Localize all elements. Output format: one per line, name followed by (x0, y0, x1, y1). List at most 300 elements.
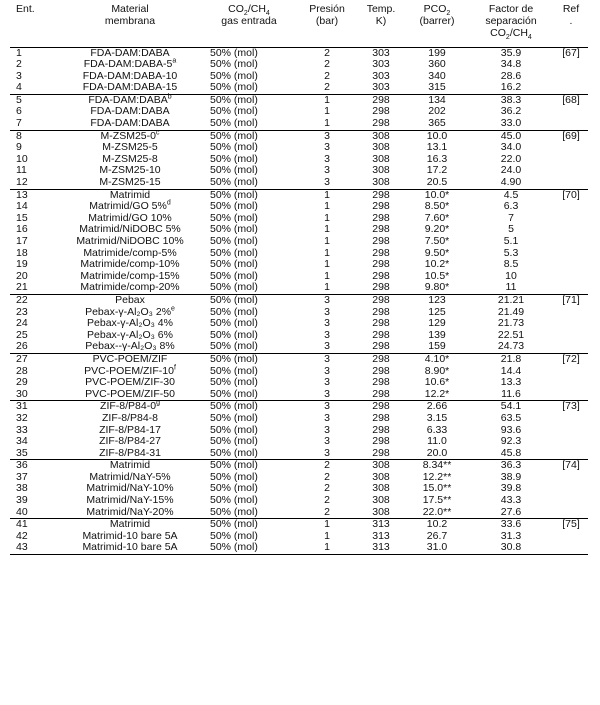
cell-temp-text: 298 (372, 435, 390, 448)
header-factor-line2: separación (485, 15, 537, 27)
cell-temp-text: 298 (372, 246, 390, 259)
cell-factor-text: 54.1 (500, 400, 522, 413)
cell-temp-text: 303 (372, 46, 390, 59)
cell-material-text: FDA-DAM:DABA (88, 93, 168, 106)
header-pco2-sub: 2 (446, 10, 451, 18)
header-factor-sub2: 4 (527, 34, 532, 42)
cell-presion-text: 3 (324, 352, 330, 365)
cell-factor-text: 33.6 (500, 518, 522, 531)
cell-factor-text: 4.5 (503, 188, 519, 201)
cell-ent-text: 14 (16, 200, 28, 213)
header-factor-co: CO (490, 27, 506, 39)
cell-ent-text: 43 (16, 541, 28, 554)
cell-material-text: ZIF-8/P84-8 (101, 411, 159, 424)
cell-ent-text: 30 (16, 387, 28, 400)
table-body (10, 47, 588, 555)
cell-material-text: Matrimid-10 bare 5A (82, 529, 178, 542)
cell-gas (200, 82, 298, 94)
cell-ent-text: 34 (16, 435, 28, 448)
cell-ref (554, 154, 588, 166)
cell-ref-text: [71] (562, 293, 580, 306)
cell-material-text: FDA-DAM:DABA (90, 46, 170, 59)
cell-material (60, 389, 200, 401)
header-temp (356, 3, 406, 47)
cell-pco2-text: 315 (428, 81, 446, 94)
cell-ent (10, 118, 60, 130)
cell-ent (10, 507, 60, 519)
cell-temp (356, 282, 406, 294)
cell-material-text: Matrimid/NiDOBC 10% (76, 235, 184, 247)
cell-presion-text: 3 (324, 129, 330, 142)
cell-temp-text: 298 (372, 340, 390, 353)
cell-presion-text: 1 (324, 246, 330, 259)
cell-gas-text: 50% (mol) (210, 340, 258, 353)
cell-material-text: PVC-POEM/ZIF-10 (84, 364, 174, 377)
cell-material-text: PVC-POEM/ZIF-30 (85, 376, 175, 389)
cell-presion-text: 2 (324, 470, 330, 483)
cell-material-text: M-ZSM25-5 (102, 141, 158, 154)
cell-factor-text: 38.3 (500, 93, 522, 106)
header-material-line2: membrana (104, 15, 156, 27)
cell-ent (10, 542, 60, 554)
cell-material-text: Pebax-γ-Al₂O₃ 2% (85, 305, 172, 318)
cell-pco2-text: 10.2 (426, 518, 448, 531)
cell-material-text: FDA-DAM:DABA-5 (83, 58, 173, 71)
cell-ref (554, 271, 588, 283)
cell-factor-text: 34.0 (500, 141, 522, 154)
cell-material-text: Matrimid (109, 188, 151, 201)
cell-ent-text: 6 (16, 105, 22, 118)
cell-ref (554, 82, 588, 94)
cell-pco2-text: 365 (428, 117, 446, 130)
cell-gas-text: 50% (mol) (210, 505, 258, 518)
cell-gas (200, 448, 298, 460)
cell-factor-text: 35.9 (500, 46, 522, 59)
cell-gas (200, 341, 298, 353)
table-row (10, 341, 588, 353)
cell-temp-text: 298 (372, 93, 390, 106)
cell-ref (554, 507, 588, 519)
cell-ent-text: 8 (16, 129, 22, 142)
cell-gas-text: 50% (mol) (210, 200, 258, 213)
cell-pco2-text: 340 (428, 69, 446, 82)
cell-factor (468, 118, 554, 130)
cell-presion (298, 507, 356, 519)
header-material (60, 3, 200, 47)
cell-factor-text: 45.0 (500, 129, 522, 142)
cell-ref (554, 377, 588, 389)
cell-pco2-text: 17.5** (422, 494, 452, 507)
cell-material-text: M-ZSM25-15 (99, 176, 161, 189)
cell-ent (10, 389, 60, 401)
cell-ref (554, 483, 588, 495)
cell-presion-text: 3 (324, 293, 330, 306)
cell-ref (554, 318, 588, 330)
cell-ent (10, 282, 60, 294)
cell-temp (356, 82, 406, 94)
cell-presion-text: 3 (324, 340, 330, 353)
cell-temp-text: 308 (372, 494, 390, 507)
cell-ent-text: 22 (16, 293, 28, 306)
cell-presion-text: 3 (324, 164, 330, 177)
cell-gas-text: 50% (mol) (210, 246, 258, 259)
cell-ent-text: 41 (16, 518, 28, 531)
cell-material (60, 118, 200, 130)
cell-factor-text: 5 (508, 223, 514, 236)
cell-gas-text: 50% (mol) (210, 364, 258, 377)
cell-temp-text: 298 (372, 376, 390, 389)
cell-material-text: ZIF-8/P84-27 (99, 435, 161, 448)
cell-temp-text: 308 (372, 505, 390, 518)
cell-factor (468, 507, 554, 519)
cell-presion-text: 1 (324, 188, 330, 201)
cell-pco2-text: 202 (428, 105, 446, 118)
cell-presion-text: 3 (324, 376, 330, 389)
cell-factor-text: 33.0 (500, 117, 522, 130)
cell-factor-text: 14.4 (500, 364, 522, 377)
cell-ref (554, 448, 588, 460)
cell-ref (554, 282, 588, 294)
cell-factor-text: 6.3 (503, 200, 519, 213)
cell-material (60, 448, 200, 460)
cell-factor-text: 16.2 (500, 81, 522, 94)
cell-presion-text: 2 (324, 505, 330, 518)
cell-temp-text: 298 (372, 281, 390, 294)
cell-material-text: Matrimid/NaY-5% (89, 470, 171, 483)
cell-ref-text: [72] (562, 352, 580, 365)
cell-ref (554, 236, 588, 248)
table-row (10, 118, 588, 130)
cell-gas-text: 50% (mol) (210, 376, 258, 389)
cell-ref (554, 425, 588, 437)
cell-ent-text: 26 (16, 340, 28, 353)
cell-gas-text: 50% (mol) (210, 176, 258, 189)
cell-temp-text: 308 (372, 152, 390, 165)
cell-material-text: Matrimid-10 bare 5A (82, 541, 178, 554)
cell-ent-text: 15 (16, 211, 28, 224)
cell-ent-text: 29 (16, 376, 28, 389)
cell-ref (554, 294, 588, 306)
cell-pco2-text: 26.7 (426, 529, 448, 542)
footnote-marker: f (173, 364, 176, 372)
cell-factor-text: 21.49 (497, 305, 525, 318)
cell-ent-text: 27 (16, 352, 28, 365)
cell-material-text: Matrimid/NaY-10% (86, 482, 174, 495)
header-material-line1: Material (111, 3, 149, 15)
cell-pco2 (406, 177, 468, 189)
cell-presion-text: 1 (324, 93, 330, 106)
cell-temp (356, 542, 406, 554)
cell-ref (554, 142, 588, 154)
header-temp-line2: K) (375, 15, 387, 27)
cell-gas-text: 50% (mol) (210, 188, 258, 201)
cell-temp-text: 298 (372, 317, 390, 330)
header-ref-line1: Ref (562, 3, 580, 15)
cell-material-text: M-ZSM25-10 (99, 164, 161, 177)
cell-pco2 (406, 389, 468, 401)
cell-ref-text: [73] (562, 400, 580, 413)
cell-factor-text: 31.3 (500, 529, 522, 542)
cell-ent-text: 37 (16, 470, 28, 483)
cell-presion-text: 2 (324, 459, 330, 472)
cell-factor-text: 21.8 (500, 352, 522, 365)
cell-temp-text: 298 (372, 188, 390, 201)
cell-ent-text: 39 (16, 494, 28, 507)
cell-temp (356, 389, 406, 401)
cell-ent-text: 3 (16, 69, 22, 82)
cell-pco2-text: 13.1 (426, 141, 448, 154)
cell-factor-text: 11 (505, 281, 517, 294)
footnote-marker: c (155, 129, 160, 137)
cell-ref (554, 259, 588, 271)
cell-gas-text: 50% (mol) (210, 482, 258, 495)
cell-gas-text: 50% (mol) (210, 423, 258, 436)
cell-factor-text: 13.3 (500, 376, 522, 389)
cell-ref-text: [69] (562, 129, 580, 142)
cell-pco2-text: 199 (428, 46, 446, 59)
cell-factor-text: 39.8 (500, 482, 522, 495)
cell-material-text: FDA-DAM:DABA-10 (82, 69, 178, 82)
footnote-marker: g (156, 399, 160, 407)
cell-pco2-text: 20.5 (426, 176, 448, 189)
header-gas-ch: /CH (247, 3, 266, 15)
header-pco2 (406, 3, 468, 47)
cell-presion-text: 3 (324, 364, 330, 377)
cell-temp-text: 303 (372, 69, 390, 82)
cell-ref (554, 353, 588, 365)
cell-pco2-text: 3.15 (426, 411, 448, 424)
cell-pco2-text: 159 (428, 340, 446, 353)
cell-pco2-text: 15.0** (422, 482, 452, 495)
cell-gas-text: 50% (mol) (210, 305, 258, 318)
cell-pco2-text: 10.6* (424, 376, 450, 389)
cell-presion-text: 2 (324, 482, 330, 495)
cell-gas (200, 389, 298, 401)
cell-gas-text: 50% (mol) (210, 541, 258, 554)
cell-pco2 (406, 282, 468, 294)
cell-ent-text: 7 (16, 117, 22, 130)
header-gas-line2: gas entrada (221, 15, 277, 27)
cell-ref (554, 413, 588, 425)
cell-presion-text: 2 (324, 81, 330, 94)
cell-ent-text: 13 (16, 188, 28, 201)
cell-temp-text: 308 (372, 141, 390, 154)
cell-material-text: PVC-POEM/ZIF-50 (85, 387, 175, 400)
cell-material-text: Matrimide/comp-5% (83, 246, 177, 259)
cell-pco2-text: 8.50* (424, 200, 450, 213)
cell-pco2 (406, 448, 468, 460)
cell-presion-text: 1 (324, 223, 330, 236)
cell-ent-text: 20 (16, 269, 28, 282)
cell-gas-text: 50% (mol) (210, 269, 258, 282)
cell-factor-text: 43.3 (500, 494, 522, 507)
cell-material-text: M-ZSM25-8 (102, 152, 158, 165)
header-gas-sub2: 4 (265, 10, 270, 18)
cell-presion-text: 3 (324, 423, 330, 436)
cell-ref (554, 389, 588, 401)
cell-presion-text: 1 (324, 269, 330, 282)
header-presion-line1: Presión (309, 3, 345, 15)
footnote-marker: a (172, 57, 177, 65)
cell-presion-text: 1 (324, 518, 330, 531)
cell-temp-text: 298 (372, 387, 390, 400)
cell-ent-text: 31 (16, 400, 28, 413)
cell-factor-text: 45.8 (500, 446, 522, 459)
table-row (10, 389, 588, 401)
cell-material (60, 282, 200, 294)
cell-temp-text: 298 (372, 258, 390, 271)
cell-pco2-text: 139 (428, 328, 446, 341)
cell-presion-text: 1 (324, 105, 330, 118)
cell-pco2-text: 360 (428, 58, 446, 71)
cell-ref (554, 436, 588, 448)
cell-ref-text: [68] (562, 93, 580, 106)
cell-temp-text: 313 (372, 541, 390, 554)
cell-ref (554, 531, 588, 543)
cell-temp (356, 448, 406, 460)
cell-gas-text: 50% (mol) (210, 387, 258, 400)
cell-ent-text: 11 (16, 164, 27, 177)
cell-pco2-text: 11.0 (427, 435, 447, 448)
cell-material-text: Matrimid/GO 10% (88, 211, 172, 224)
cell-ref-text: [75] (562, 518, 580, 531)
cell-factor-text: 36.2 (500, 105, 522, 118)
cell-material-text: ZIF-8/P84-17 (99, 423, 161, 436)
cell-presion (298, 448, 356, 460)
cell-temp (356, 507, 406, 519)
cell-temp-text: 303 (372, 58, 390, 71)
header-ref-line2: . (569, 15, 573, 27)
cell-factor-text: 22.51 (497, 328, 525, 341)
cell-material-text: Pebax (115, 293, 145, 306)
cell-presion (298, 118, 356, 130)
cell-ent (10, 341, 60, 353)
cell-ent-text: 10 (16, 152, 28, 165)
cell-temp-text: 298 (372, 235, 390, 247)
cell-material-text: Matrimid (109, 518, 151, 531)
cell-factor-text: 10 (505, 269, 517, 282)
cell-ref-text: [70] (562, 188, 580, 201)
cell-ent-text: 5 (16, 93, 22, 106)
cell-temp-text: 308 (372, 176, 390, 189)
cell-gas-text: 50% (mol) (210, 470, 258, 483)
cell-material-text: Matrimid/NaY-15% (86, 494, 174, 507)
cell-material-text: ZIF-8/P84-31 (99, 446, 161, 459)
header-presion-line2: (bar) (315, 15, 339, 27)
table-row (10, 177, 588, 189)
cell-presion-text: 3 (324, 411, 330, 424)
cell-gas-text: 50% (mol) (210, 352, 258, 365)
cell-material-text: Matrimid/GO 5% (89, 200, 167, 213)
cell-material-text: Pebax-γ-Al₂O₃ 4% (87, 317, 173, 330)
cell-pco2-text: 123 (428, 293, 446, 306)
cell-pco2-text: 125 (428, 305, 446, 318)
cell-ref (554, 542, 588, 554)
cell-temp-text: 298 (372, 293, 390, 306)
cell-factor (468, 542, 554, 554)
cell-ref (554, 224, 588, 236)
cell-material (60, 82, 200, 94)
cell-temp-text: 298 (372, 400, 390, 413)
cell-presion (298, 542, 356, 554)
cell-ent-text: 24 (16, 317, 28, 330)
cell-material-text: ZIF-8/P84-0 (100, 400, 157, 413)
cell-presion-text: 1 (324, 529, 330, 542)
cell-ent-text: 40 (16, 505, 28, 518)
cell-presion-text: 3 (324, 400, 330, 413)
cell-presion-text: 1 (324, 117, 330, 130)
table-row (10, 507, 588, 519)
cell-factor-text: 21.73 (497, 317, 525, 330)
cell-gas-text: 50% (mol) (210, 411, 258, 424)
cell-presion-text: 2 (324, 58, 330, 71)
cell-material-text: Matrimid/NaY-20% (86, 505, 174, 518)
cell-factor-text: 34.8 (500, 58, 522, 71)
cell-material-text: FDA-DAM:DABA (90, 117, 170, 130)
cell-temp-text: 298 (372, 223, 390, 236)
cell-gas-text: 50% (mol) (210, 152, 258, 165)
cell-ref (554, 59, 588, 71)
cell-temp (356, 341, 406, 353)
cell-temp-text: 298 (372, 105, 390, 118)
cell-ent-text: 32 (16, 411, 28, 424)
cell-ent-text: 33 (16, 423, 28, 436)
cell-presion (298, 341, 356, 353)
cell-ref (554, 330, 588, 342)
cell-factor (468, 82, 554, 94)
cell-ent-text: 1 (16, 46, 22, 59)
cell-ref (554, 341, 588, 353)
cell-presion-text: 1 (324, 541, 330, 554)
cell-temp-text: 303 (372, 81, 390, 94)
header-gas (200, 3, 298, 47)
cell-gas-text: 50% (mol) (210, 164, 258, 177)
table-header (10, 3, 588, 47)
table-row (10, 448, 588, 460)
cell-material (60, 507, 200, 519)
cell-presion-text: 3 (324, 387, 330, 400)
cell-ref (554, 189, 588, 201)
cell-ref (554, 472, 588, 484)
cell-pco2-text: 134 (428, 93, 446, 106)
cell-gas-text: 50% (mol) (210, 129, 258, 142)
cell-pco2-text: 10.5* (424, 269, 450, 282)
cell-material-text: Matrimide/comp-20% (80, 281, 180, 294)
cell-factor-text: 63.5 (500, 411, 522, 424)
cell-material-text: Matrimid/NiDOBC 5% (79, 223, 181, 236)
cell-temp-text: 308 (372, 459, 390, 472)
cell-gas-text: 50% (mol) (210, 400, 258, 413)
cell-ref (554, 165, 588, 177)
cell-presion-text: 3 (324, 317, 330, 330)
cell-ref (554, 106, 588, 118)
cell-gas-text: 50% (mol) (210, 81, 258, 94)
cell-gas (200, 177, 298, 189)
cell-temp-text: 298 (372, 423, 390, 436)
cell-pco2-text: 4.10* (424, 352, 450, 365)
cell-gas-text: 50% (mol) (210, 518, 258, 531)
table-row (10, 82, 588, 94)
header-factor-sub1: 2 (505, 34, 510, 42)
cell-ent-text: 28 (16, 364, 28, 377)
cell-presion-text: 3 (324, 141, 330, 154)
cell-pco2-text: 8.90* (424, 364, 450, 377)
cell-temp-text: 298 (372, 364, 390, 377)
cell-ref (554, 519, 588, 531)
header-row (10, 3, 588, 47)
cell-factor (468, 177, 554, 189)
cell-presion-text: 3 (324, 446, 330, 459)
